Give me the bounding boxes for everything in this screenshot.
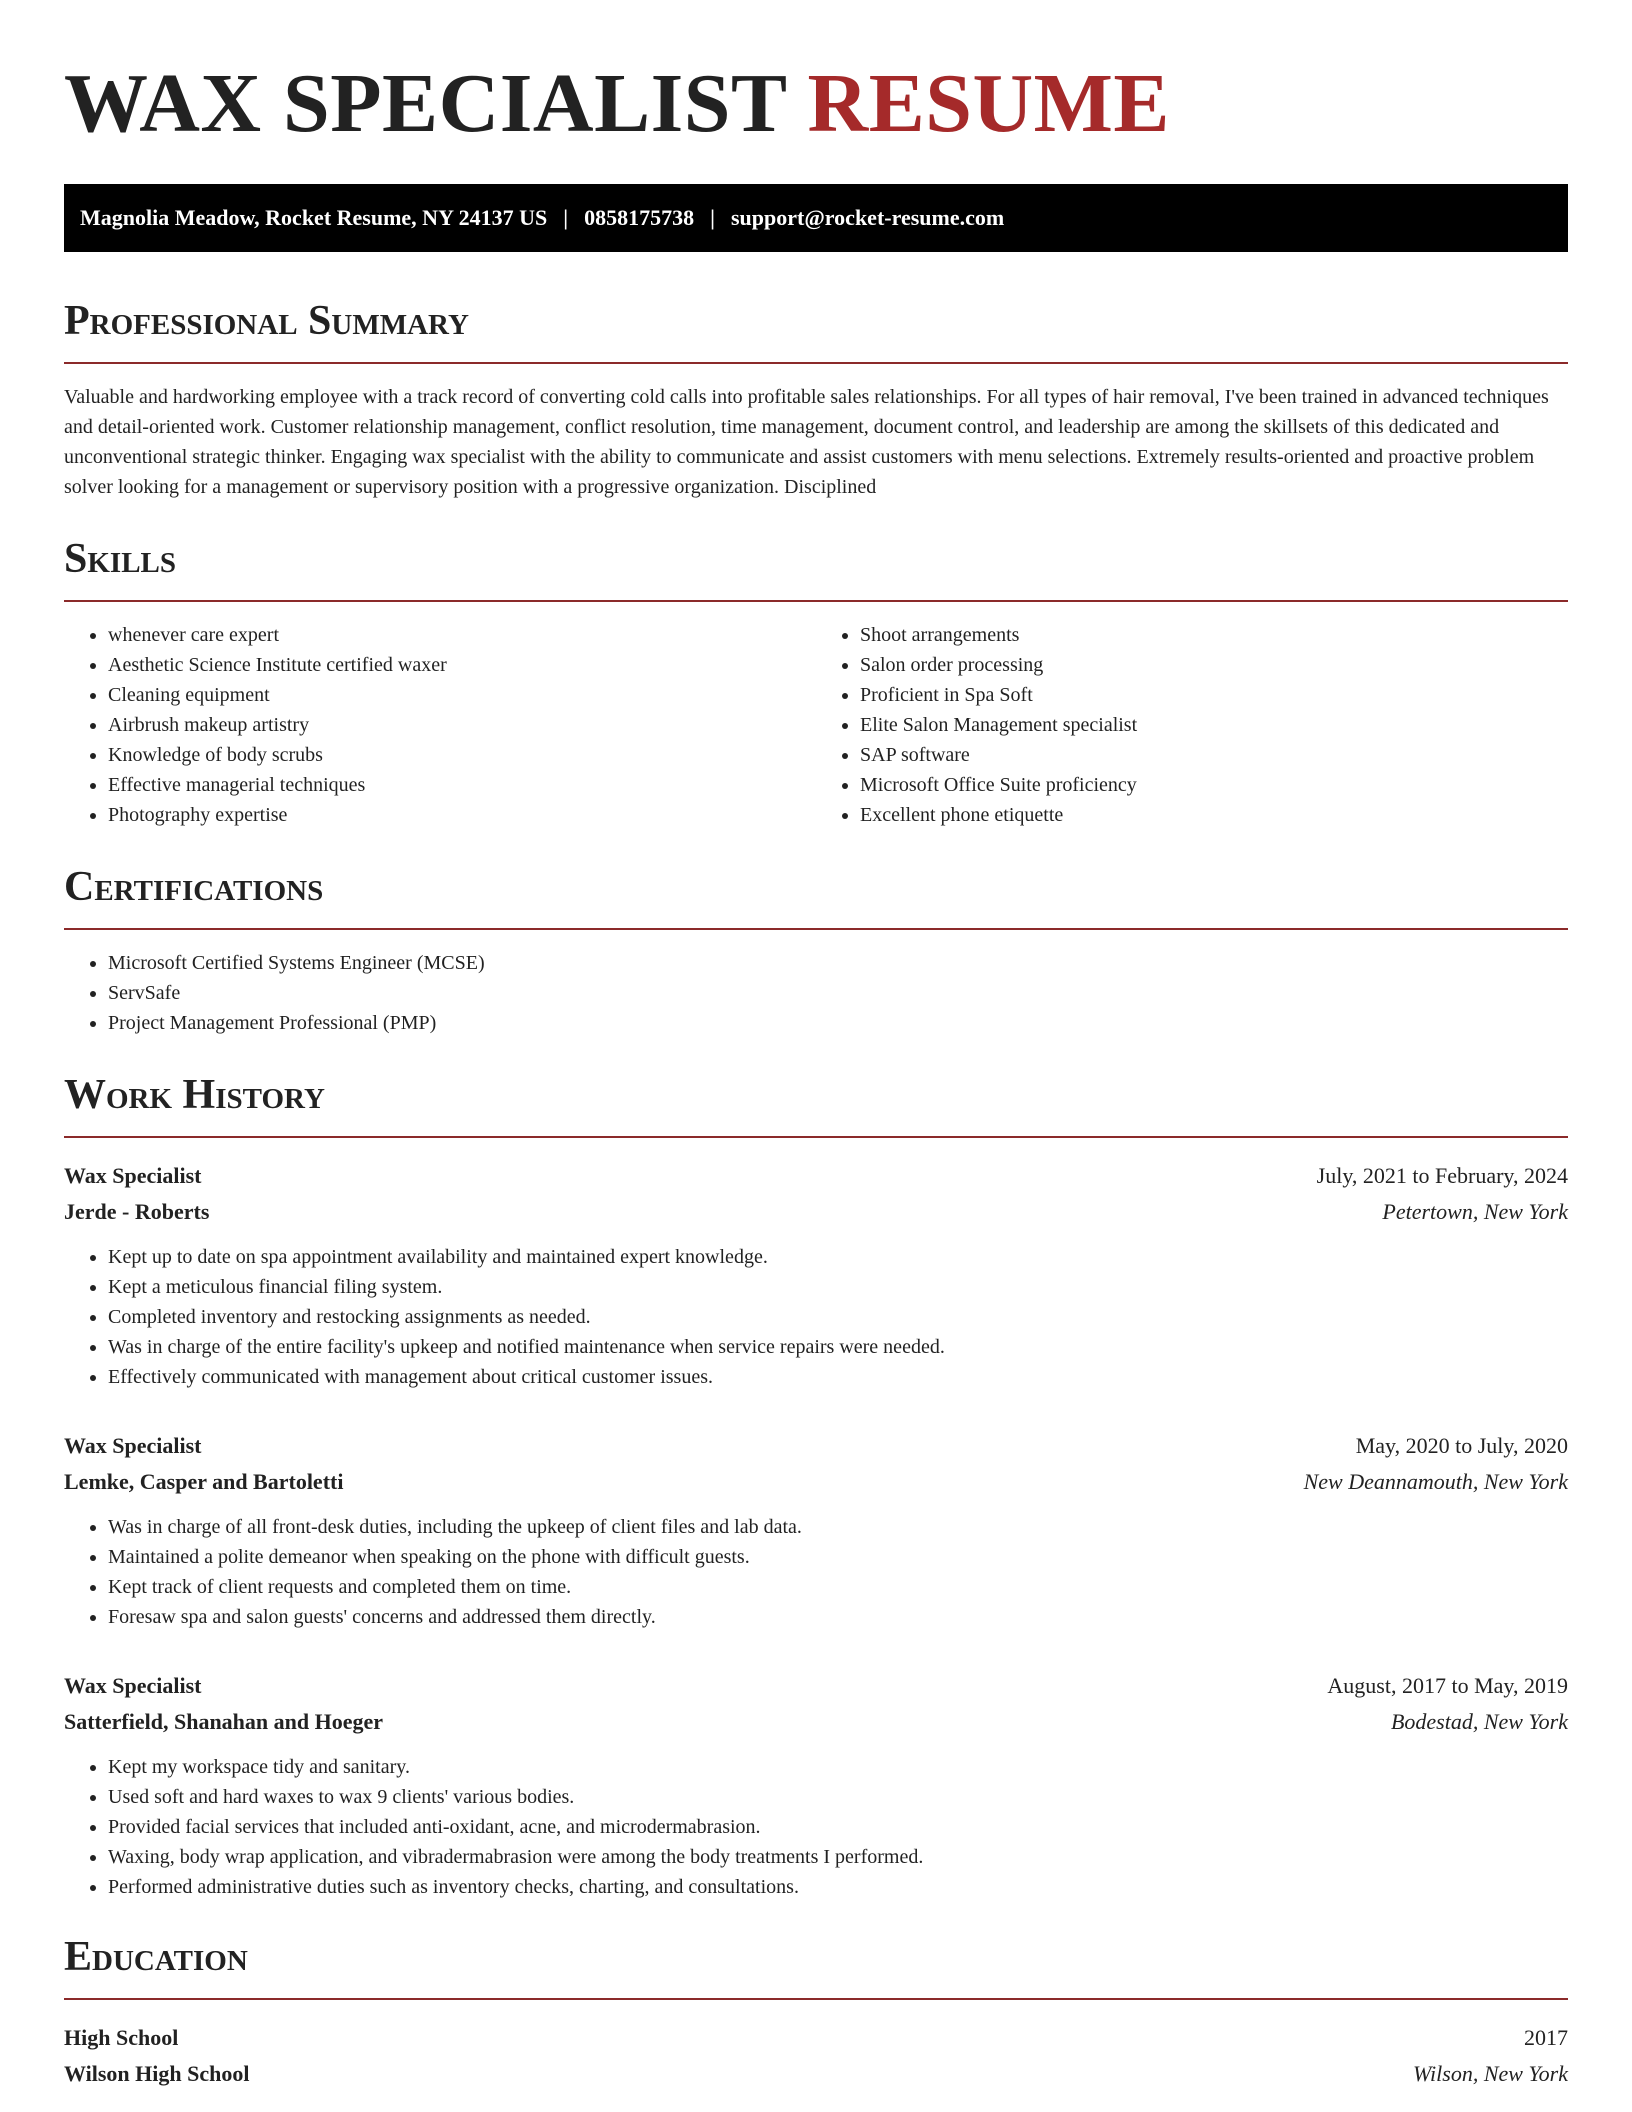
job-dates: May, 2020 to July, 2020 [1355,1433,1568,1458]
job-bullet: • Kept a meticulous financial filing system. [108,1272,1568,1302]
job-bullet: • Completed inventory and restocking assignments as needed. [108,1302,1568,1332]
job-bullet: • Kept up to date on spa appointment availability and maintained expert knowledge. [108,1242,1568,1272]
skill-item: • Airbrush makeup artistry [108,710,816,740]
education-heading: Education [64,1934,248,1980]
job-bullet: • Foresaw spa and salon guests' concerns and addressed them directly. [108,1602,1568,1632]
job-entry [64,1668,1568,1902]
skill-item: • whenever care expert [108,620,816,650]
job-title: Wax Specialist [64,1163,202,1188]
job-company: Lemke, Casper and Bartoletti [64,1469,344,1494]
skill-item: • Elite Salon Management specialist [860,710,1568,740]
contact-phone: 0858175738 [584,205,695,230]
title-main: WAX SPECIALIST [64,57,787,150]
contact-address: Magnolia Meadow, Rocket Resume, NY 24137 US [80,205,548,230]
education-section [64,1932,1568,2092]
title-accent: RESUME [807,57,1170,150]
section-divider [64,1136,1568,1138]
job-company: Jerde - Roberts [64,1199,210,1224]
contact-bar [64,184,1568,252]
job-dates: July, 2021 to February, 2024 [1316,1163,1568,1188]
job-title: Wax Specialist [64,1433,202,1458]
section-divider [64,362,1568,364]
skill-item: • Excellent phone etiquette [860,800,1568,830]
skills-list-left [64,620,816,830]
job-company-row [64,1704,1568,1740]
certification-item: • Microsoft Certified Systems Engineer (MCSE) [108,948,1568,978]
skills-columns [64,620,1568,830]
summary-heading: Professional Summary [64,298,469,344]
skill-item: • Shoot arrangements [860,620,1568,650]
job-location: Petertown, New York [1382,1199,1568,1224]
skill-item: • Effective managerial techniques [108,770,816,800]
job-company-row [64,1464,1568,1500]
summary-text: Valuable and hardworking employee with a track record of converting cold calls into profitable sales relationships. For all types of hair removal, I've been trained in advanced techniques and detail-oriented work. Customer relationship management, conflict resolution, time management, document control, and leadership are among the skillsets of this dedicated and unconventional strategic thinker. Engaging wax specialist with the ability to communicate and assist customers with menu selections. Extremely results-oriented and proactive problem solver looking for a management or supervisory position with a progressive organization. Disciplined [64,386,1549,498]
job-bullet: • Performed administrative duties such as inventory checks, charting, and consultations. [108,1872,1568,1902]
work-history-section [64,1070,1568,1902]
job-title: Wax Specialist [64,1673,202,1698]
job-entry [64,1158,1568,1392]
job-company: Satterfield, Shanahan and Hoeger [64,1709,384,1734]
job-header-row [64,1428,1568,1464]
skills-section [64,534,1568,830]
certification-item: • Project Management Professional (PMP) [108,1008,1568,1038]
job-header-row [64,1158,1568,1194]
job-bullet: • Kept my workspace tidy and sanitary. [108,1752,1568,1782]
job-location: New Deannamouth, New York [1303,1469,1568,1494]
certification-item: • ServSafe [108,978,1568,1008]
contact-separator: | [563,205,569,230]
certifications-heading: Certifications [64,864,324,910]
job-bullet: • Was in charge of the entire facility's upkeep and notified maintenance when service repairs were needed. [108,1332,1568,1362]
job-bullets [64,1752,1568,1902]
job-bullet: • Maintained a polite demeanor when speaking on the phone with difficult guests. [108,1542,1568,1572]
education-location: Wilson, New York [1412,2061,1568,2086]
summary-section [64,296,1568,502]
job-bullet: • Waxing, body wrap application, and vibradermabrasion were among the body treatments I performed. [108,1842,1568,1872]
job-company-row [64,1194,1568,1230]
contact-separator: | [710,205,715,230]
job-bullet: • Effectively communicated with management about critical customer issues. [108,1362,1568,1392]
job-dates: August, 2017 to May, 2019 [1327,1673,1568,1698]
skill-item: • SAP software [860,740,1568,770]
job-bullets [64,1242,1568,1392]
skill-item: • Salon order processing [860,650,1568,680]
certifications-section [64,862,1568,1038]
work-history-heading: Work History [64,1072,325,1118]
education-header-row [64,2020,1568,2056]
job-bullet: • Was in charge of all front-desk duties, including the upkeep of client files and lab data. [108,1512,1568,1542]
skill-item: • Cleaning equipment [108,680,816,710]
skill-item: • Proficient in Spa Soft [860,680,1568,710]
skills-heading: Skills [64,536,177,582]
job-bullet: • Used soft and hard waxes to wax 9 clients' various bodies. [108,1782,1568,1812]
section-divider [64,600,1568,602]
contact-email[interactable]: support@rocket-resume.com [730,205,1005,230]
skill-item: • Aesthetic Science Institute certified waxer [108,650,816,680]
section-divider [64,1998,1568,2000]
job-location: Bodestad, New York [1390,1709,1568,1734]
education-degree: High School [64,2025,179,2050]
job-header-row [64,1668,1568,1704]
job-bullet: • Provided facial services that included anti-oxidant, acne, and microdermabrasion. [108,1812,1568,1842]
education-year: 2017 [1524,2025,1568,2050]
skill-item: • Photography expertise [108,800,816,830]
job-bullet: • Kept track of client requests and completed them on time. [108,1572,1568,1602]
resume-title [64,56,1568,152]
job-entry [64,1428,1568,1632]
skill-item: • Microsoft Office Suite proficiency [860,770,1568,800]
education-school: Wilson High School [64,2061,250,2086]
certifications-list [64,948,1568,1038]
job-bullets [64,1512,1568,1632]
skill-item: • Knowledge of body scrubs [108,740,816,770]
section-divider [64,928,1568,930]
education-school-row [64,2056,1568,2092]
skills-list-right [816,620,1568,830]
